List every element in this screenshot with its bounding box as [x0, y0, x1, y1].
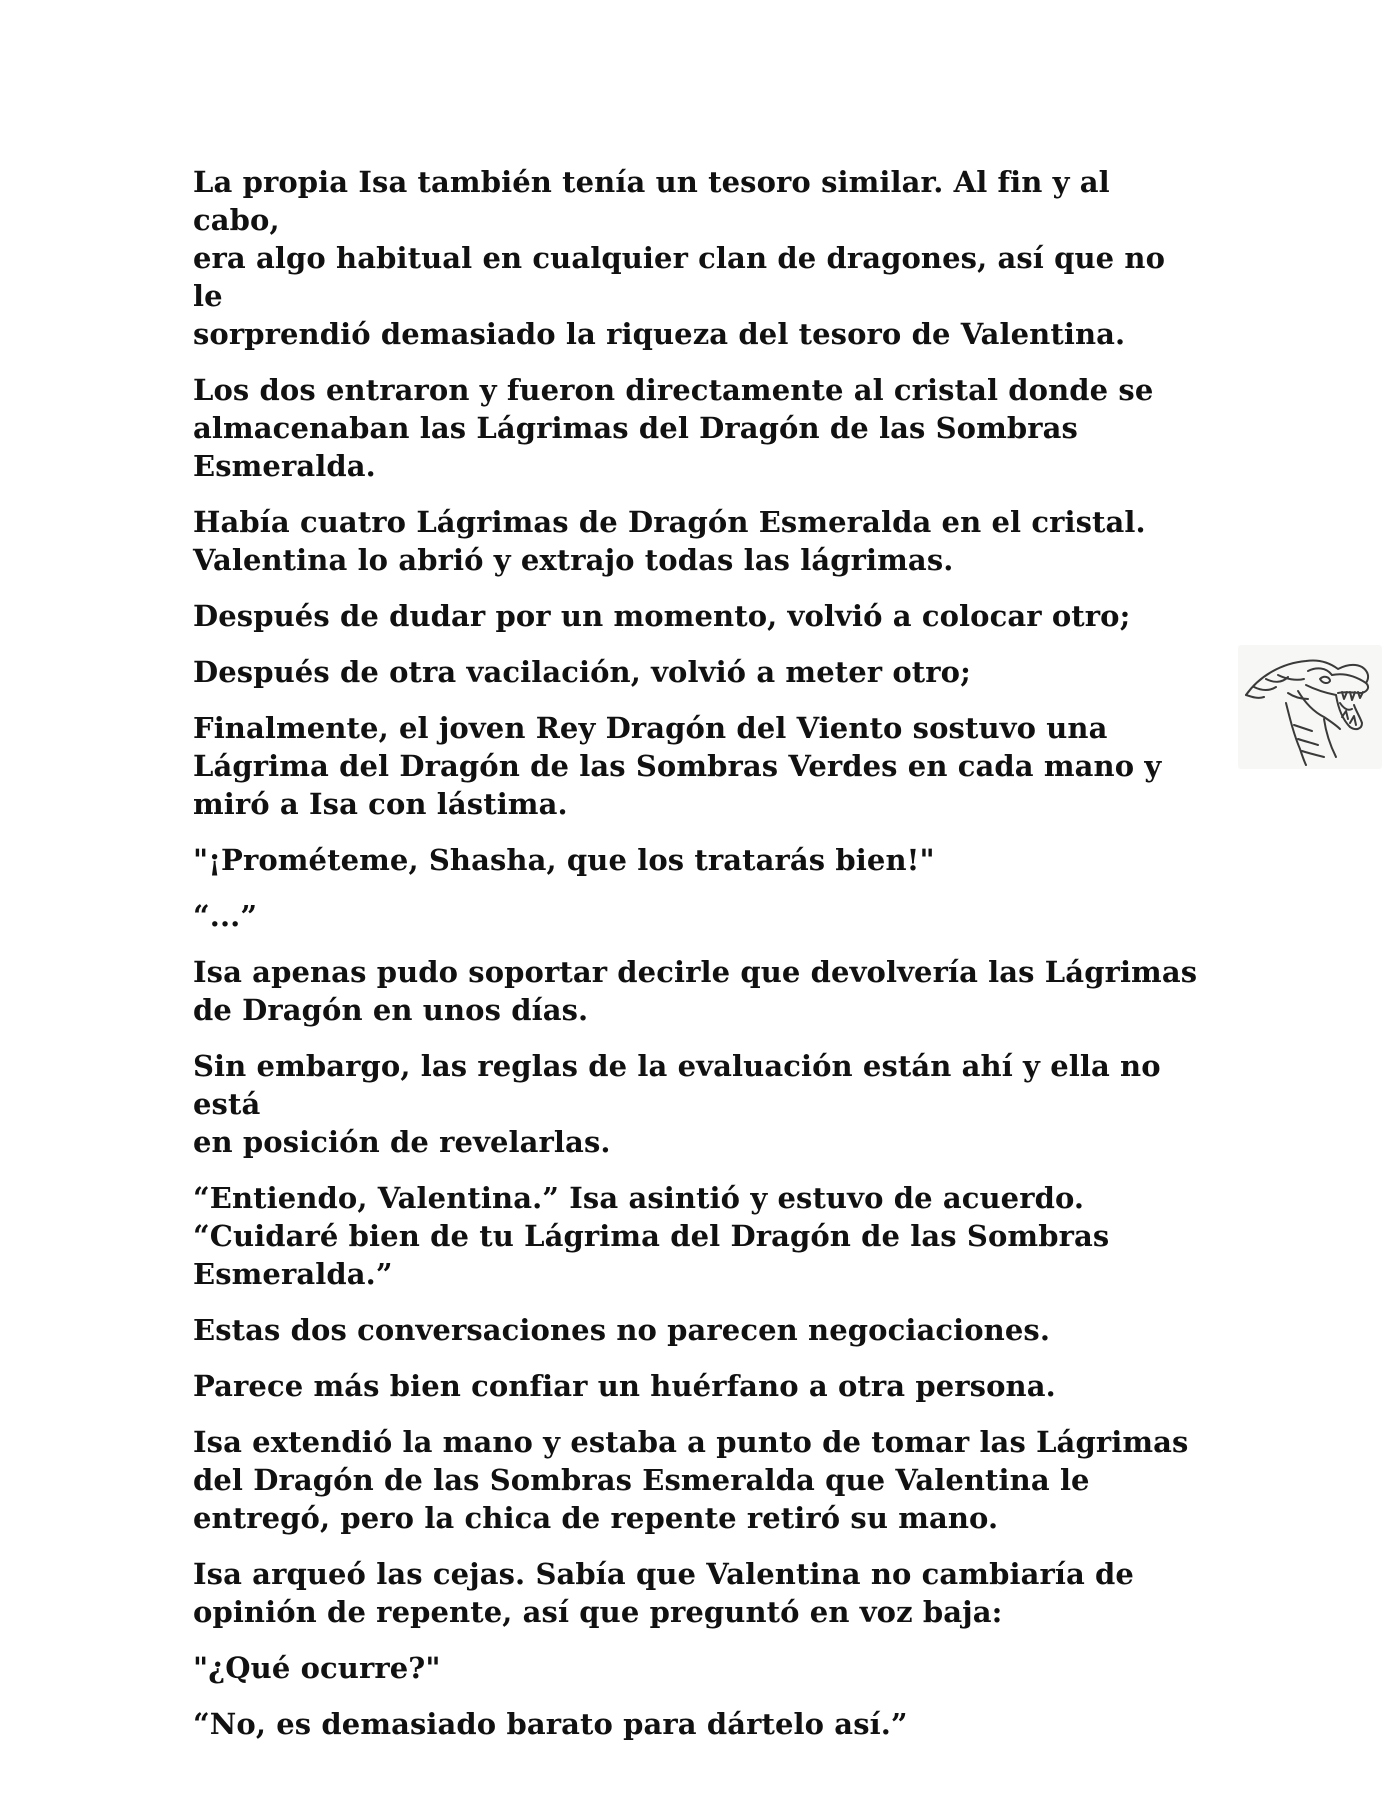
paragraph-7: "¡Prométeme, Shasha, que los tratarás bien!" — [193, 843, 935, 877]
paragraph-9: Isa apenas pudo soportar decirle que devolvería las Lágrimas de Dragón en unos días. — [193, 955, 1198, 1027]
paragraph-2: Los dos entraron y fueron directamente al cristal donde se almacenaban las Lágrimas del Dragón de las Sombras Esmeralda. — [193, 373, 1154, 483]
paragraph-11: “Entiendo, Valentina.” Isa asintió y estuvo de acuerdo. “Cuidaré bien de tu Lágrima del Dragón de las Sombras Esmeralda.” — [193, 1181, 1110, 1291]
paragraph-15: Isa arqueó las cejas. Sabía que Valentina no cambiaría de opinión de repente, así que preguntó en voz baja: — [193, 1557, 1134, 1629]
paragraph-14: Isa extendió la mano y estaba a punto de tomar las Lágrimas del Dragón de las Sombras Esmeralda que Valentina le entregó, pero la chica de repente retiró su mano. — [193, 1425, 1189, 1535]
paragraph-17: “No, es demasiado barato para dártelo así.” — [193, 1707, 908, 1741]
paragraph-13: Parece más bien confiar un huérfano a otra persona. — [193, 1369, 1056, 1403]
paragraph-10: Sin embargo, las reglas de la evaluación están ahí y ella no está en posición de revelarlas. — [193, 1049, 1161, 1159]
paragraph-12: Estas dos conversaciones no parecen negociaciones. — [193, 1313, 1051, 1347]
paragraph-3: Había cuatro Lágrimas de Dragón Esmeralda en el cristal. Valentina lo abrió y extrajo todas las lágrimas. — [193, 505, 1146, 577]
body-text — [193, 163, 1203, 1761]
paragraph-8: “...” — [193, 899, 258, 933]
paragraph-6: Finalmente, el joven Rey Dragón del Viento sostuvo una Lágrima del Dragón de las Sombras Verdes en cada mano y miró a Isa con lástima. — [193, 711, 1162, 821]
paragraph-4: Después de dudar por un momento, volvió a colocar otro; — [193, 599, 1131, 633]
paragraph-1: La propia Isa también tenía un tesoro similar. Al fin y al cabo, era algo habitual en cualquier clan de dragones, así que no le sorprendió demasiado la riqueza del tesoro de Valentina. — [193, 165, 1166, 351]
dragon-head-sketch-icon — [1238, 645, 1382, 769]
paragraph-5: Después de otra vacilación, volvió a meter otro; — [193, 655, 971, 689]
paragraph-16: "¿Qué ocurre?" — [193, 1651, 441, 1685]
